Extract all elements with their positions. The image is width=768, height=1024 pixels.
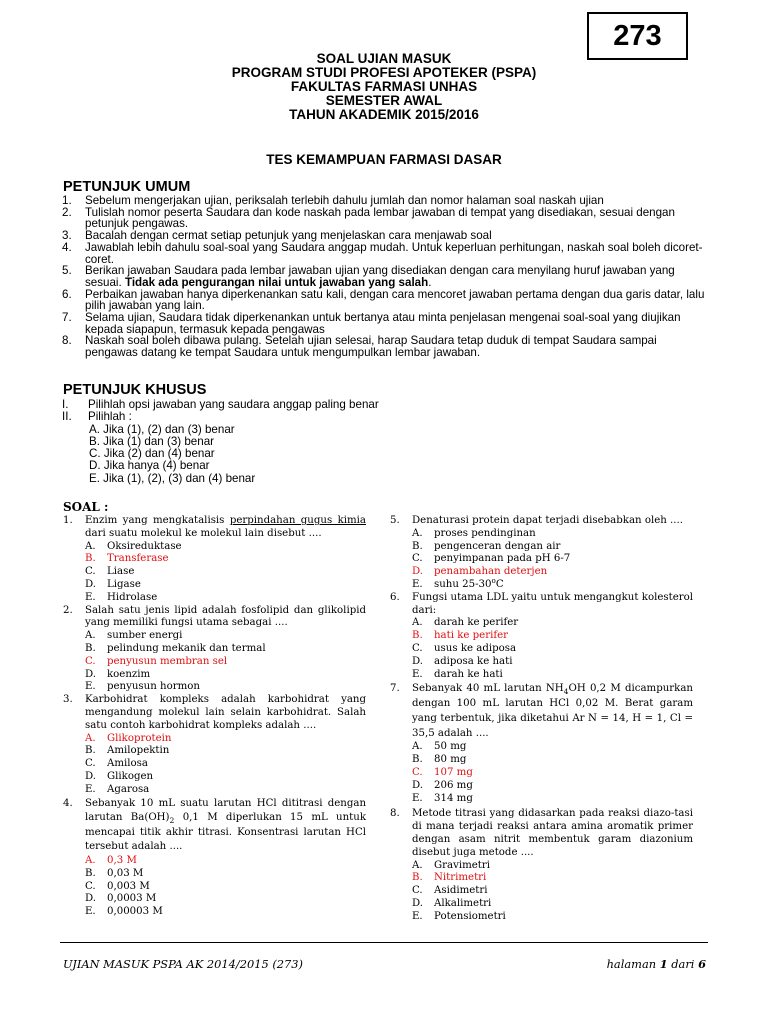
answer-option (412, 780, 693, 793)
options-list (85, 855, 366, 919)
answer-option (412, 793, 693, 806)
option-text: Oksireduktase (107, 540, 182, 552)
question-8: 8. Metode titrasi yang didasarkan pada reaksi diazo-tasi di mana terjadi reaksi antara amina aromatik primer dengan asam nitrit membentuk garam diazonium disebut juga metode .... A. Gravimetri B. Nitrimetri C. Asidimetri D. Alkalimetri E. Potensiometri (390, 808, 693, 922)
option-letter: D. (412, 655, 424, 667)
page-number: 273 (613, 19, 662, 52)
option-letter: C. (412, 553, 423, 565)
answer-option (412, 911, 693, 924)
instruction-item: 6. Perbaikan jawaban hanya diperkenankan satu kali, dengan cara mencoret jawaban pertama dengan dua garis datar, lalu pilih jawaban yang lain. (62, 287, 705, 313)
question-4: 4. Sebanyak 10 mL suatu larutan HCl dititrasi dengan larutan $Ba(OH)_2$ 0,1 M diperlukan 15 mL untuk mencapai titik akhir titrasi. Konsentrasi larutan HCl tersebut adalah .... A. 0,3 M B. 0,03 M C. 0,003 M D. 0,0003 M E. 0,00003 M (63, 797, 366, 918)
answer-option (85, 669, 366, 682)
answer-option (412, 617, 693, 630)
option-letter: C. (85, 566, 96, 578)
option-letter: B. (412, 540, 423, 552)
option-letter: C. (412, 642, 423, 654)
questions-title: SOAL : (63, 500, 109, 514)
answer-option (85, 541, 366, 554)
option-text: Alkalimetri (434, 897, 492, 909)
option-text: sumber energi (107, 630, 183, 642)
question-2: 2. Salah satu jenis lipid adalah fosfolipid dan glikolipid yang memiliki fungsi utama sebagai .... A. sumber energi B. pelindung mekanik dan termal C. penyusun membran sel D. koenzim E. penyusun hormon (63, 604, 366, 693)
answer-option (85, 745, 366, 758)
options-list (85, 630, 366, 694)
option-letter: E. (85, 591, 96, 603)
section-title-petunjuk-umum: PETUNJUK UMUM (63, 179, 191, 195)
option-letter: E. (412, 578, 423, 590)
option-letter: C. (412, 766, 423, 778)
option-letter: A. (85, 630, 96, 642)
answer-option (412, 630, 693, 643)
option-text: 0,003 M (107, 880, 150, 892)
option-text: darah ke hati (434, 668, 503, 680)
option-text: 314 mg (434, 792, 473, 804)
answer-option (85, 656, 366, 669)
answer-option (412, 872, 693, 885)
option-letter: B. (412, 872, 423, 884)
answer-option (85, 733, 366, 746)
option-letter: A. (85, 540, 96, 552)
option-letter: E. (412, 910, 423, 922)
option-letter: B. (85, 745, 96, 757)
answer-option (412, 860, 693, 873)
specific-instructions (62, 399, 462, 485)
option-letter: A. (412, 859, 423, 871)
option-letter: B. (85, 553, 96, 565)
question-5: 5. Denaturasi protein dapat terjadi disebabkan oleh .... A. proses pendinginan B. pengenceran dengan air C. penyimpanan pada pH 6-7 D. penambahan deterjen E. suhu 25-30$^o$C (390, 515, 693, 592)
instruction-item: 3. Bacalah dengan cermat setiap petunjuk yang menjelaskan cara menjawab soal (62, 229, 492, 243)
option-text: Hidrolase (107, 591, 158, 603)
option-letter: C. (85, 655, 96, 667)
option-text: Gravimetri (434, 859, 491, 871)
options-list (412, 860, 693, 924)
answer-key-option: C. Jika (2) dan (4) benar (89, 447, 215, 461)
answer-option (85, 643, 366, 656)
answer-option (412, 767, 693, 780)
option-letter: C. (85, 758, 96, 770)
option-letter: E. (85, 906, 96, 918)
instruction-item: II. Pilihlah : (62, 410, 132, 424)
document-header (0, 52, 768, 122)
instruction-item: 5. Berikan jawaban Saudara pada lembar jawaban ujian yang disediakan dengan cara menyilang huruf jawaban yang sesuai. Tidak ada pengurangan nilai untuk jawaban yang salah. (62, 264, 675, 289)
option-text: Glikoprotein (107, 732, 172, 744)
option-letter: D. (412, 779, 424, 791)
answer-option (412, 553, 693, 566)
instruction-item: 2. Tulislah nomor peserta Saudara dan kode naskah pada lembar jawaban di tempat yang disediakan, sesuai dengan petunjuk pengawas. (62, 205, 675, 231)
answer-option (412, 541, 693, 554)
answer-option (85, 630, 366, 643)
option-text: Agarosa (107, 783, 150, 795)
answer-key-option: B. Jika (1) dan (3) benar (89, 434, 215, 448)
option-letter: B. (85, 642, 96, 654)
options-list (412, 741, 693, 805)
answer-key-option: E. Jika (1), (2), (3) dan (4) benar (89, 471, 256, 485)
answer-option (85, 592, 366, 605)
questions-right-column (390, 515, 693, 924)
option-letter: A. (412, 527, 423, 539)
option-text: penyusun hormon (107, 681, 200, 693)
option-text: pelindung mekanik dan termal (107, 642, 266, 654)
option-letter: A. (85, 732, 96, 744)
answer-option (412, 566, 693, 579)
temperature-unit: C (495, 578, 504, 590)
instruction-item: I. Pilihlah opsi jawaban yang saudara anggap paling benar (62, 398, 379, 411)
option-letter: C. (412, 885, 423, 897)
option-text: proses pendinginan (434, 527, 536, 539)
option-text: Glikogen (107, 770, 154, 782)
option-text: adiposa ke hati (434, 655, 513, 667)
answer-option (85, 893, 366, 906)
section-title-petunjuk-khusus: PETUNJUK KHUSUS (63, 382, 207, 398)
option-letter: E. (85, 681, 96, 693)
option-letter: A. (412, 741, 423, 753)
header-line: TAHUN AKADEMIK 2015/2016 (289, 107, 479, 122)
option-letter: D. (85, 668, 97, 680)
answer-option (412, 741, 693, 754)
answer-option (85, 553, 366, 566)
options-list (85, 733, 366, 797)
option-text: 0,00003 M (107, 906, 163, 918)
answer-option (412, 528, 693, 541)
options-list (412, 617, 693, 681)
degree-symbol: o (491, 575, 496, 585)
instruction-item: 7. Selama ujian, Saudara tidak diperkenankan untuk bertanya atau minta penjelasan mengenai soal-soal yang diujikan kepada siapapun, termasuk kepada pengawas (62, 311, 681, 336)
option-text: 0,3 M (107, 854, 137, 866)
option-text: pengenceran dengan air (434, 540, 561, 552)
option-letter: D. (412, 897, 424, 909)
option-text: Potensiometri (434, 910, 506, 922)
answer-option (85, 855, 366, 868)
instruction-item: 8. Naskah soal boleh dibawa pulang. Setelah ujian selesai, harap Saudara tetap duduk di tempat Saudara sampai pengawas datang ke tempat Saudara untuk mengumpulkan lembar jawaban. (62, 334, 657, 360)
option-text: Transferase (107, 553, 169, 565)
answer-option (85, 868, 366, 881)
option-letter: A. (85, 854, 96, 866)
option-text: penyusun membran sel (107, 655, 228, 667)
option-letter: D. (85, 770, 97, 782)
option-letter: C. (85, 880, 96, 892)
option-text: darah ke perifer (434, 617, 519, 629)
answer-option (412, 575, 693, 592)
option-letter: E. (85, 783, 96, 795)
options-list (85, 541, 366, 605)
option-text: penambahan deterjen (434, 566, 548, 578)
option-letter: B. (85, 867, 96, 879)
option-text: 206 mg (434, 779, 473, 791)
instruction-item: 1. Sebelum mengerjakan ujian, periksalah terlebih dahulu jumlah dan nomor halaman soal naskah ujian (62, 194, 604, 207)
options-list (412, 528, 693, 592)
option-text: Liase (107, 566, 135, 578)
answer-key-option: A. Jika (1), (2) dan (3) benar (89, 422, 235, 436)
answer-option (412, 885, 693, 898)
header-line: PROGRAM STUDI PROFESI APOTEKER (PSPA) (231, 65, 537, 80)
option-text: Asidimetri (434, 885, 488, 897)
instruction-item: 4. Jawablah lebih dahulu soal-soal yang Saudara anggap mudah. Untuk keperluan perhitungan, naskah soal boleh dicoret-coret. (62, 240, 703, 266)
option-letter: D. (85, 893, 97, 905)
answer-option (85, 784, 366, 797)
answer-option (412, 656, 693, 669)
answer-option (412, 754, 693, 767)
option-text: Amilosa (107, 758, 148, 770)
header-line: SEMESTER AWAL (325, 93, 443, 108)
answer-option (85, 906, 366, 919)
answer-option (85, 881, 366, 894)
answer-option (85, 579, 366, 592)
general-instructions-list (62, 195, 708, 359)
answer-option (412, 898, 693, 911)
option-text: 0,03 M (107, 867, 144, 879)
answer-option (412, 669, 693, 682)
question-1: 1. Enzim yang mengkatalisis perpindahan gugus kimia dari suatu molekul ke molekul lain disebut .... A. Oksireduktase B. Transferase C. Liase D. Ligase E. Hidrolase (63, 515, 366, 603)
option-text: suhu 25-30 (434, 578, 492, 590)
footer-exam-label: UJIAN MASUK PSPA AK 2014/2015 (273) (63, 957, 303, 971)
answer-option (85, 566, 366, 579)
option-text: Amilopektin (107, 745, 170, 757)
footer-page-indicator: halaman 1 dari 6 (606, 957, 706, 971)
option-text: hati ke perifer (434, 630, 509, 642)
option-text: Ligase (107, 578, 141, 590)
option-text: Nitrimetri (434, 872, 487, 884)
option-letter: B. (412, 630, 423, 642)
question-7: 7. Sebanyak 40 mL larutan $NH_4OH$ 0,2 M dicampurkan dengan 100 mL larutan HCl 0,02 M. Berat garam yang terbentuk, jika diketahui Ar N = 14, H = 1, Cl = 35,5 adalah .... A. 50 mg B. 80 mg C. 107 mg D. 206 mg E. 314 mg (390, 683, 693, 804)
answer-option (85, 771, 366, 784)
header-line: FAKULTAS FARMASI UNHAS (290, 79, 478, 94)
answer-option (85, 758, 366, 771)
option-text: 50 mg (434, 741, 467, 753)
question-6: 6. Fungsi utama LDL yaitu untuk mengangkut kolesterol dari: A. darah ke perifer B. hati ke perifer C. usus ke adiposa D. adiposa ke hati E. darah ke hati (390, 591, 693, 680)
question-3: 3. Karbohidrat kompleks adalah karbohidrat yang mengandung molekul lain selain karbohidrat. Salah satu contoh karbohidrat kompleks adalah .... A. Glikoprotein B. Amilopektin C. Amilosa D. Glikogen E. Agarosa (63, 694, 366, 795)
answer-option (412, 643, 693, 656)
footer-divider (60, 942, 708, 943)
answer-key-option: D. Jika hanya (4) benar (89, 459, 210, 473)
option-letter: E. (412, 792, 423, 804)
option-letter: D. (85, 578, 97, 590)
option-text: 80 mg (434, 754, 467, 766)
option-text: usus ke adiposa (434, 642, 517, 654)
header-line: SOAL UJIAN MASUK (316, 51, 452, 66)
option-letter: D. (412, 566, 424, 578)
instruction-emphasis: Tidak ada pengurangan nilai untuk jawaban yang salah (124, 275, 429, 289)
questions-left-column (63, 515, 366, 919)
option-letter: A. (412, 617, 423, 629)
option-text: penyimpanan pada pH 6-7 (434, 553, 571, 565)
option-text: 107 mg (434, 766, 473, 778)
option-text: koenzim (107, 668, 151, 680)
option-letter: E. (412, 668, 423, 680)
option-text: 0,0003 M (107, 893, 157, 905)
option-letter: B. (412, 754, 423, 766)
document-subtitle: TES KEMAMPUAN FARMASI DASAR (266, 152, 502, 167)
answer-option (85, 681, 366, 694)
